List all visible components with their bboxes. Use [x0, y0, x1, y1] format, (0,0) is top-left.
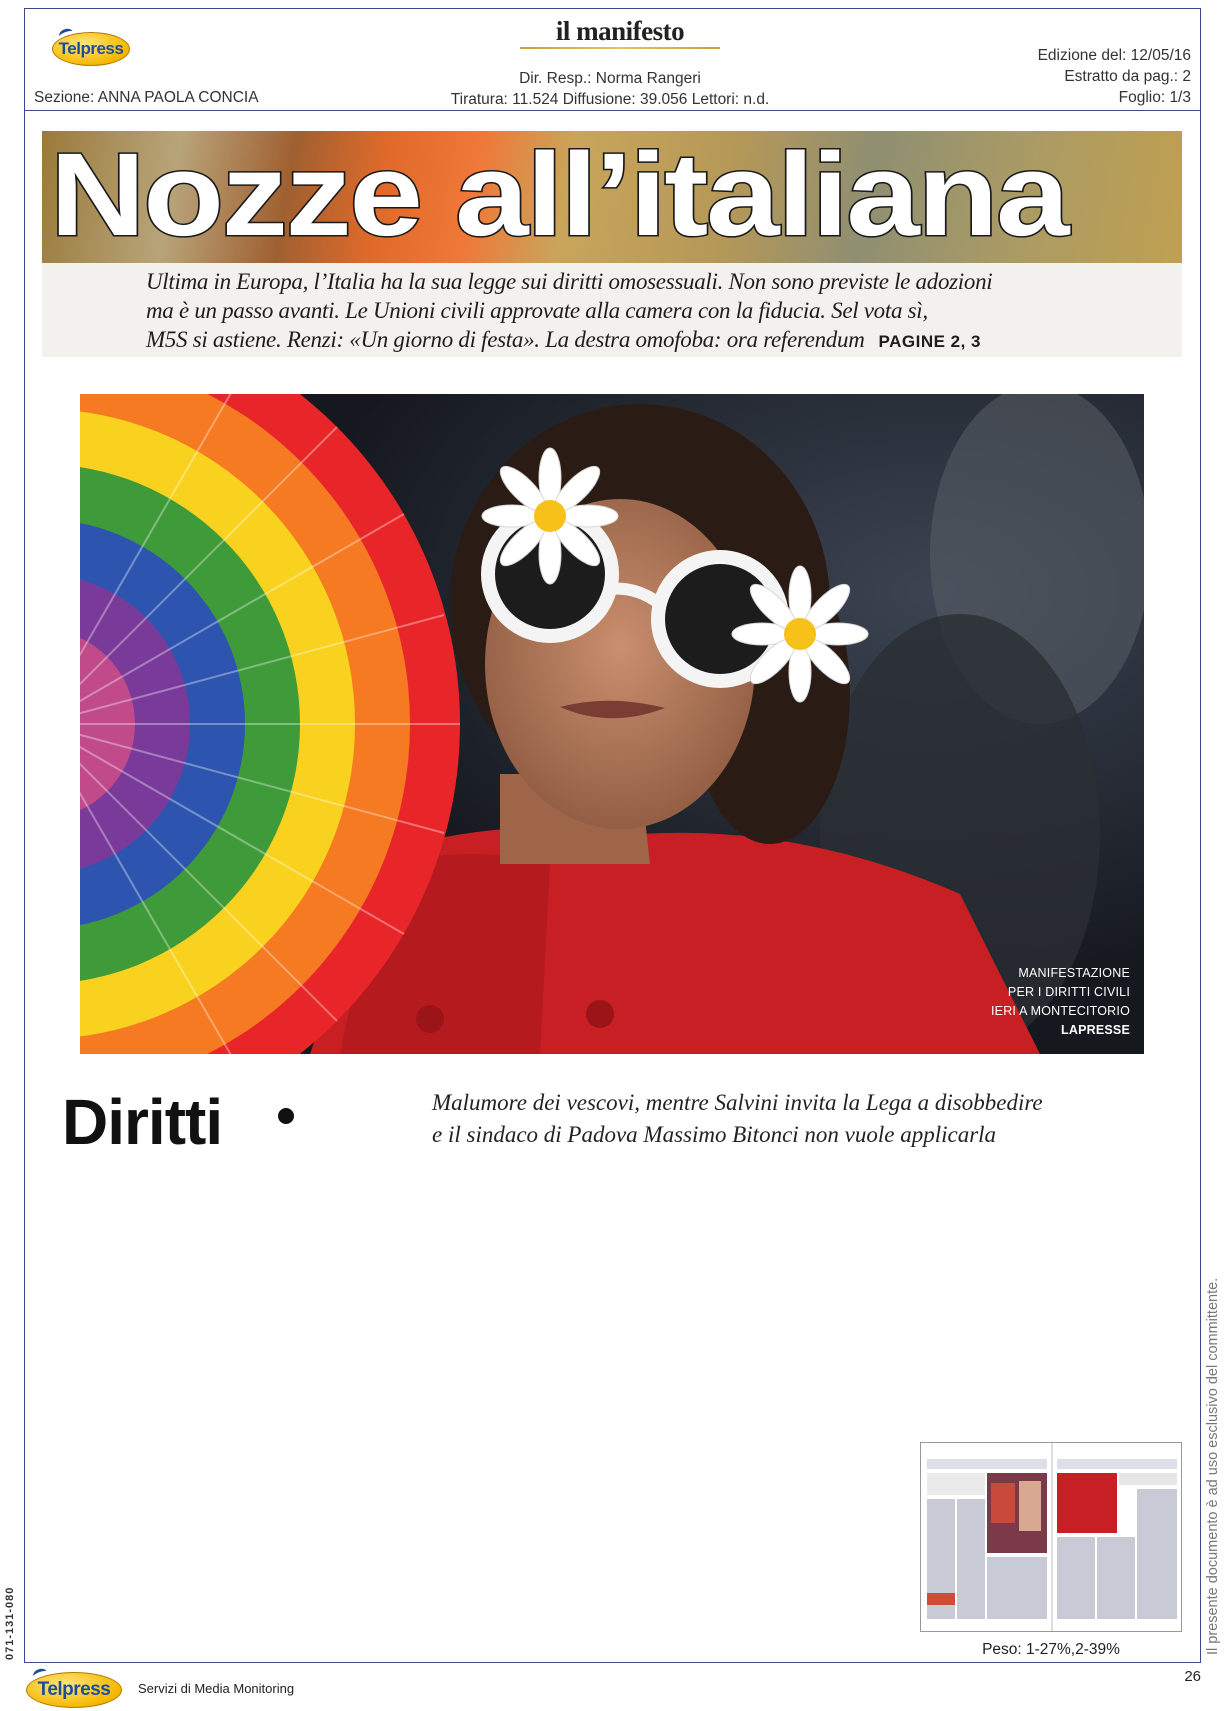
photo-illustration [80, 394, 1144, 1054]
headline: Nozze all’italiana [50, 131, 1068, 261]
newspaper-masthead [500, 16, 740, 49]
masthead-rule [520, 47, 720, 49]
deck-line-text: M5S si astiene. Renzi: «Un giorno di festa». La destra omofoba: ora referendum [146, 327, 865, 352]
deck-line: Ultima in Europa, l’Italia ha la sua legge sui diritti omosessuali. Non sono previste le adozioni [146, 269, 993, 294]
usage-notice: Il presente documento è ad uso esclusivo del committente. [1205, 1277, 1221, 1655]
telpress-logo-text: Telpress [58, 39, 124, 58]
circulation: Tiratura: 11.524 Diffusione: 39.056 Lettori: n.d. [450, 91, 770, 108]
bullet-dot-icon [278, 1108, 294, 1124]
deck-line [146, 325, 1116, 356]
thumbnail-illustration [921, 1443, 1182, 1632]
edition-date: Edizione del: 12/05/16 [1037, 47, 1191, 64]
weight-indicator: Peso: 1-27%,2-39% [982, 1641, 1120, 1658]
headline-band [42, 131, 1182, 263]
caption-line: IERI A MONTECITORIO [990, 1004, 1130, 1018]
sheet-count: Foglio: 1/3 [1118, 89, 1191, 106]
section-deck [432, 1087, 1192, 1151]
main-photo [80, 394, 1144, 1054]
footer-service: Servizi di Media Monitoring [138, 1681, 295, 1696]
page-spread-thumbnail [920, 1442, 1182, 1632]
section-label: Sezione: ANNA PAOLA CONCIA [34, 89, 259, 106]
pages-reference: PAGINE 2, 3 [878, 332, 982, 351]
photo-caption [991, 964, 1130, 1040]
director: Dir. Resp.: Norma Rangeri [519, 70, 701, 87]
section-deck-line: e il sindaco di Padova Massimo Bitonci non vuole applicarla [432, 1122, 997, 1147]
section-deck-line: Malumore dei vescovi, mentre Salvini invita la Lega a disobbedire [432, 1090, 1043, 1115]
section-kicker: Diritti [62, 1086, 223, 1158]
edition-info [1038, 45, 1191, 108]
page-number: 26 [1184, 1668, 1201, 1685]
caption-line: MANIFESTAZIONE [1018, 966, 1130, 980]
photo-credit: LAPRESSE [1061, 1023, 1130, 1037]
header-divider [24, 110, 1201, 111]
extract-page: Estratto da pag.: 2 [1064, 68, 1191, 85]
caption-line: PER I DIRITTI CIVILI [1007, 985, 1130, 999]
deck-line: ma è un passo avanti. Le Unioni civili approvate alla camera con la fiducia. Sel vota sì, [146, 298, 928, 323]
masthead-name: il manifesto [555, 16, 685, 46]
publication-info [380, 68, 840, 110]
headline-deck [146, 267, 1116, 356]
telpress-logo [52, 32, 130, 66]
telpress-footer-logo-text: Telpress [37, 1679, 111, 1700]
document-code: 071-131-080 [4, 1586, 16, 1660]
telpress-footer-logo [26, 1672, 122, 1708]
